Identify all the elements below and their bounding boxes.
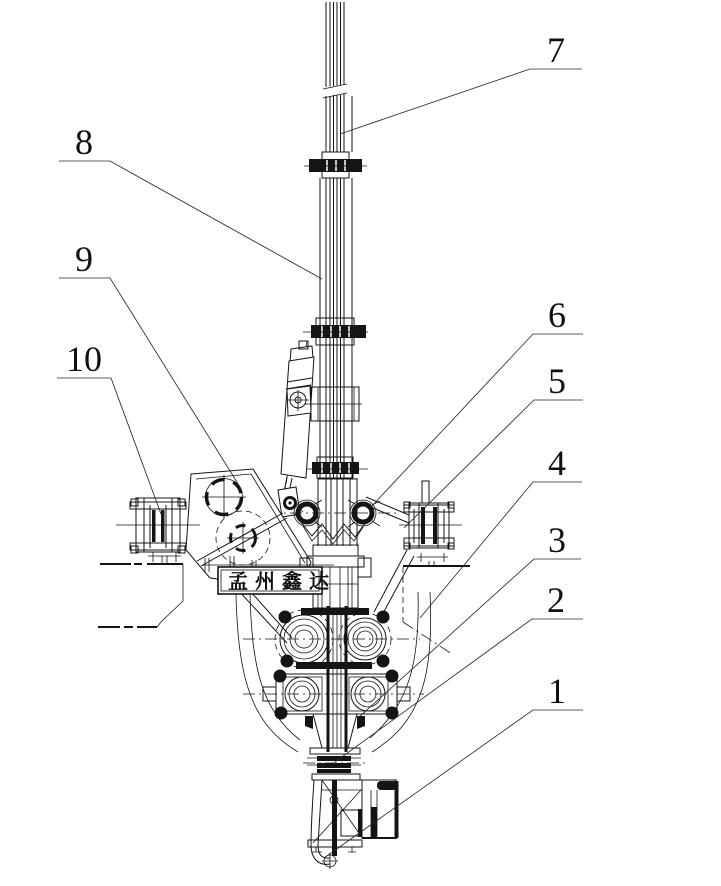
callout-6-number: 6 xyxy=(548,295,566,335)
callout-1 xyxy=(324,671,583,858)
nameplate xyxy=(218,567,336,594)
callout-2 xyxy=(335,580,583,762)
callout-8 xyxy=(59,122,322,279)
upper-pipe-clamp xyxy=(304,152,367,178)
roller-clamper-assembly xyxy=(243,606,424,780)
middle-pipe-clamp xyxy=(303,318,368,345)
callout-2-number: 2 xyxy=(547,580,565,620)
right-coupling xyxy=(366,481,462,567)
callout-1-number: 1 xyxy=(548,671,566,711)
callout-10-number: 10 xyxy=(66,339,102,379)
sheave-wheel-right xyxy=(348,500,380,527)
callout-9-number: 9 xyxy=(75,239,93,279)
bottom-drive-assembly xyxy=(308,780,397,869)
callout-5-number: 5 xyxy=(548,361,566,401)
callout-3-number: 3 xyxy=(548,520,566,560)
callout-7 xyxy=(340,30,582,134)
callout-7-number: 7 xyxy=(547,30,565,70)
callout-4-number: 4 xyxy=(548,443,566,483)
lower-pipe-clamp xyxy=(302,457,368,478)
nameplate-text: 孟州鑫达 xyxy=(228,571,336,593)
callout-8-number: 8 xyxy=(75,122,93,162)
callout-10 xyxy=(57,339,161,514)
